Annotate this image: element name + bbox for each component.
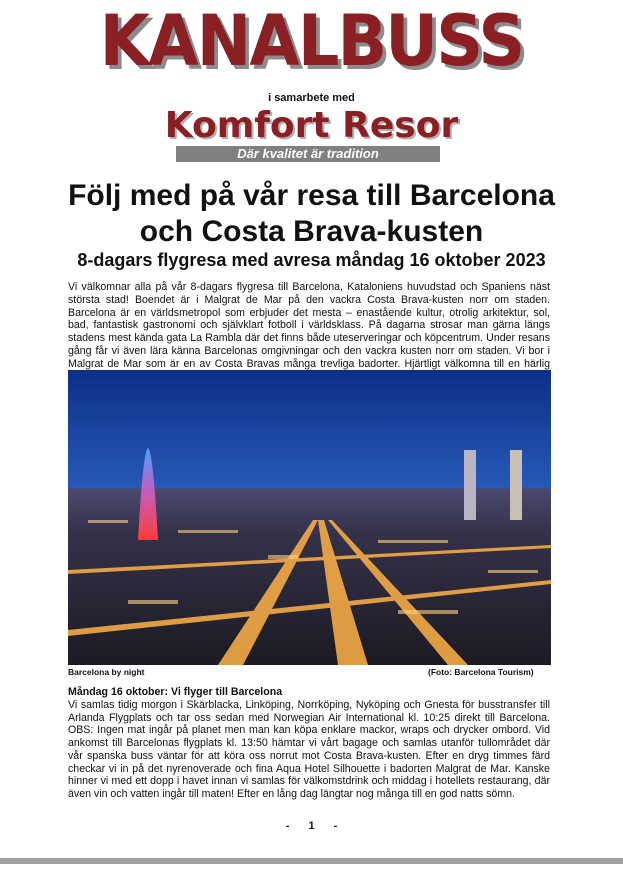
page-subtitle: 8-dagars flygresa med avresa måndag 16 oktober 2023 [77, 250, 546, 270]
photo-caption: Barcelona by night [68, 667, 145, 677]
bottom-divider [0, 858, 623, 864]
page-title: Följ med på vår resa till Barcelona och Costa Brava-kusten [68, 179, 555, 248]
brand-logo: KANALBUSS [99, 0, 524, 82]
barcelona-night-photo [68, 370, 551, 665]
partner-logo: Komfort Resor [164, 105, 459, 146]
page-number [0, 820, 623, 832]
day1-paragraph: Vi samlas tidig morgon i Skärblacka, Linköping, Norrköping, Nyköping och Gnesta för busstransfer till Arlanda Flygplats och tar oss sedan med Norwegian Air International kl. 10:25 direkt till Barcelona. OBS: Ingen mat ingår på planet men man kan köpa enklare mackor, wraps och drycker ombord. Vid ankomst till Barcelonas flygplats kl. 13:50 hämtar vi vårt bagage och samlas utanför tullområdet där vår spanska buss väntar för att köra oss norrut mot Costa Brava-kusten. Efter en dryg timmes färd checkar vi in på det nyrenoverade och fina Aqua Hotel Silhouette i badorten Malgrat de Mar. Kanske hinner vi med ett dopp i havet innan vi samlas för välkomstdrink och middag i hotellets restaurang, där även vin och vatten ingår till maten! Efter en lång dag längtar nog många till en god natts sömn. [68, 699, 550, 800]
tower-left [464, 450, 476, 520]
page-dash-left: - [285, 820, 290, 832]
page-dash-right: - [333, 820, 338, 832]
tagline-banner: Där kvalitet är tradition [176, 146, 440, 162]
tower-right [510, 450, 522, 520]
day1-heading: Måndag 16 oktober: Vi flyger till Barcelona [68, 686, 283, 698]
photo-credit: (Foto: Barcelona Tourism) [428, 667, 534, 677]
partner-text: i samarbete med [268, 92, 355, 104]
page-number-value: 1 [308, 820, 315, 832]
intro-paragraph: Vi välkomnar alla på vår 8-dagars flygresa till Barcelona, Kataloniens huvudstad och Spaniens näst största stad! Boendet är i Malgrat de Mar på den vackra Costa Brava-kusten norr om staden. Barcelona är en världsmetropol som erbjuder det mesta – enastående kultur, otrolig arkitektur, sol, bad, fantastisk gastronomi och självklart fotboll i världsklass. På dagarna strosar man gärna längs stadens mest kända gata La Rambla där det finns både uteserveringar och köpcentrum. Under resans gång får vi även lära känna Barcelonas omgivningar och den vackra kusten norr om staden. Vi bor i Malgrat de Mar som är en av Costa Bravas många trevliga badorter. Hjärtligt välkomna till en härlig [68, 281, 550, 370]
